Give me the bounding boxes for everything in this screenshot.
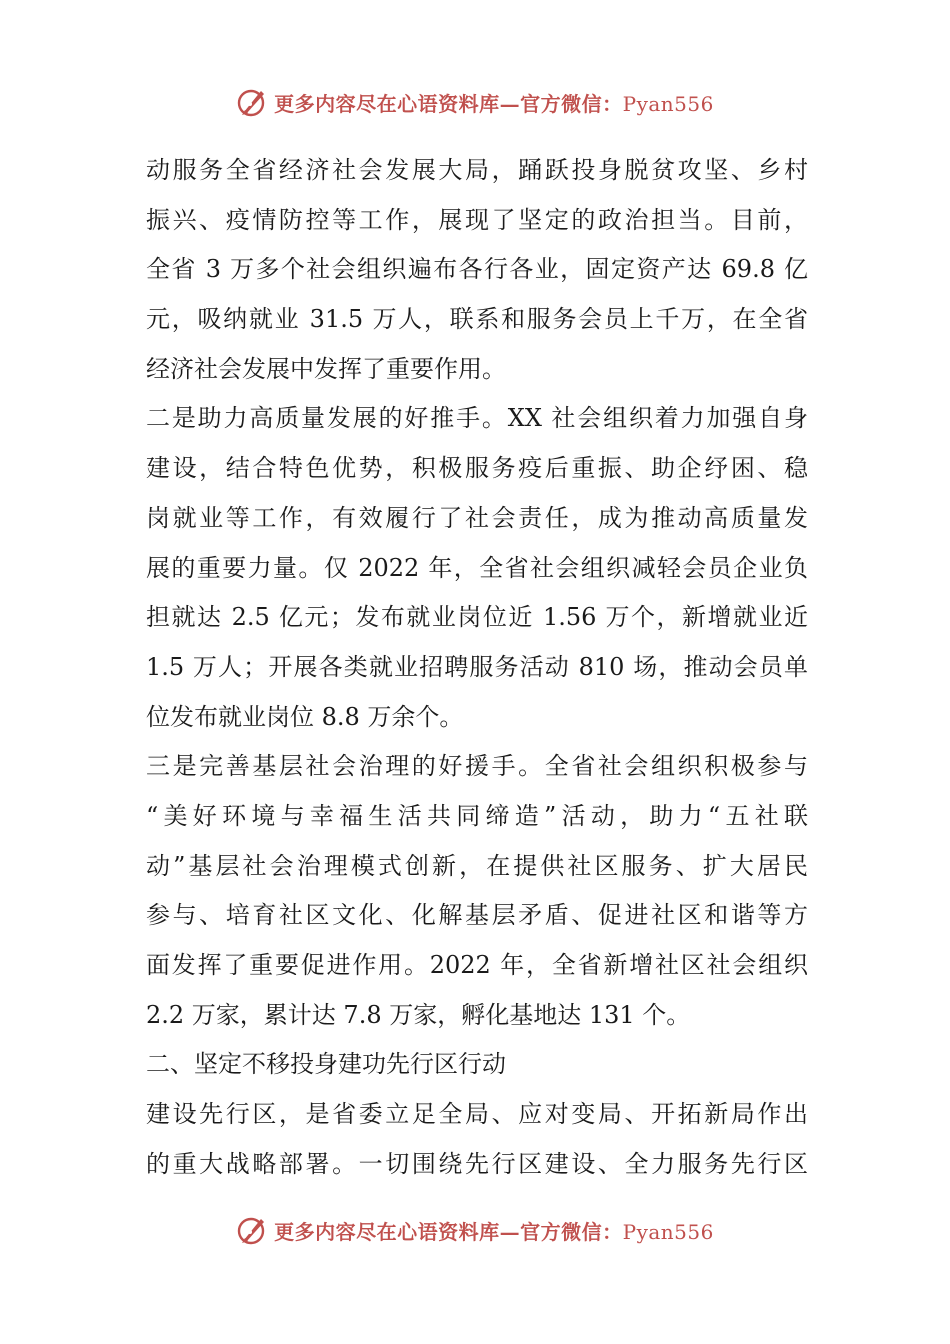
text-line: 动服务全省经济社会发展大局，踊跃投身脱贫攻坚、乡村 [146, 156, 808, 184]
text-line: 参与、培育社区文化、化解基层矛盾、促进社区和谐等方 [146, 901, 808, 930]
text-line: “美好环境与幸福生活共同缔造”活动，助力“五社联 [146, 801, 808, 830]
text-line: 经济社会发展中发挥了重要作用。 [146, 354, 506, 383]
text-line: 面发挥了重要促进作用。2022 年，全省新增社区社会组织 [146, 951, 808, 979]
text-line: 元，吸纳就业 31.5 万人，联系和服务会员上千万，在全省 [146, 305, 808, 334]
watermark-text [274, 88, 714, 117]
footer-watermark [0, 1210, 950, 1250]
document-body [146, 146, 808, 1189]
text-line: 2.2 万家，累计达 7.8 万家，孵化基地达 131 个。 [146, 1000, 691, 1029]
watermark-text-id: Pyan556 [622, 1219, 714, 1244]
watermark-text [274, 1216, 714, 1245]
text-line: 二、坚定不移投身建功先行区行动 [146, 1050, 506, 1079]
text-line: 动”基层社会治理模式创新，在提供社区服务、扩大居民 [146, 851, 808, 880]
quill-pen-circle-icon [236, 1213, 270, 1247]
watermark-text-cn: 更多内容尽在心语资料库—官方微信： [274, 1219, 623, 1244]
text-line: 三是完善基层社会治理的好援手。全省社会组织积极参与 [146, 752, 808, 781]
text-line: 1.5 万人；开展各类就业招聘服务活动 810 场，推动会员单 [146, 652, 808, 681]
text-line: 的重大战略部署。一切围绕先行区建设、全力服务先行区 [146, 1149, 808, 1178]
text-line: 建设先行区，是省委立足全局、应对变局、开拓新局作出 [146, 1100, 808, 1129]
text-line: 二是助力高质量发展的好推手。XX 社会组织着力加强自身 [146, 404, 808, 433]
quill-pen-circle-icon [236, 85, 270, 119]
text-line: 全省 3 万多个社会组织遍布各行各业，固定资产达 69.8 亿 [146, 255, 808, 284]
text-line: 位发布就业岗位 8.8 万余个。 [146, 702, 464, 731]
header-watermark [0, 82, 950, 122]
text-line: 岗就业等工作，有效履行了社会责任，成为推动高质量发 [146, 503, 808, 532]
text-line: 建设，结合特色优势，积极服务疫后重振、助企纾困、稳 [146, 454, 808, 483]
text-line: 展的重要力量。仅 2022 年，全省社会组织减轻会员企业负 [146, 553, 808, 582]
watermark-text-id: Pyan556 [622, 91, 714, 116]
text-line: 担就达 2.5 亿元；发布就业岗位近 1.56 万个，新增就业近 [146, 603, 808, 632]
text-line: 振兴、疫情防控等工作，展现了坚定的政治担当。目前， [146, 205, 808, 234]
watermark-text-cn: 更多内容尽在心语资料库—官方微信： [274, 91, 623, 116]
